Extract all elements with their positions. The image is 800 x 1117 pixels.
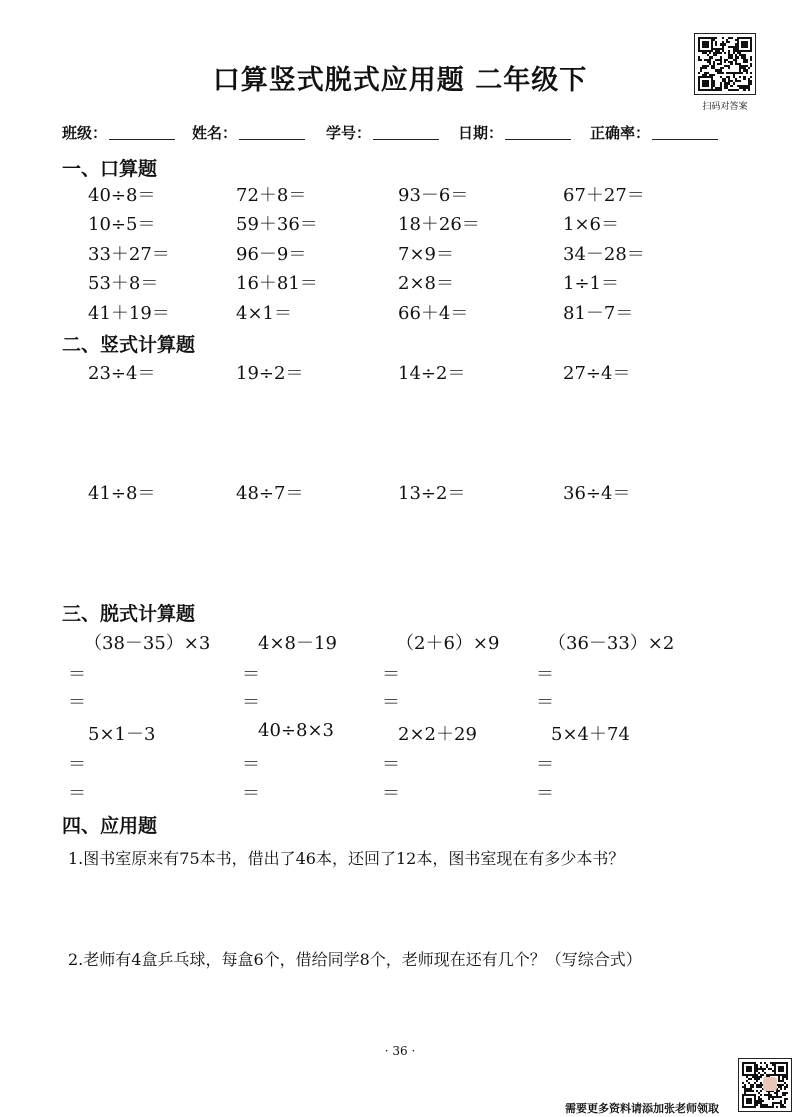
equals-sign: ＝ xyxy=(68,754,86,775)
vertical-problem: 23÷4＝ xyxy=(88,363,156,384)
oral-problem: 1÷1＝ xyxy=(563,273,619,294)
oral-problem: 34－28＝ xyxy=(563,244,645,265)
name-label: 姓名： xyxy=(192,124,238,142)
equals-sign: ＝ xyxy=(536,692,554,713)
equals-sign: ＝ xyxy=(382,692,400,713)
section-stepwise-heading: 三、脱式计算题 xyxy=(62,603,196,625)
word-problem-2: 2.老师有4盒乒乓球，每盒6个，借给同学8个，老师现在还有几个？（写综合式） xyxy=(68,950,642,969)
student-id-field[interactable] xyxy=(326,122,439,143)
section-word-heading: 四、应用题 xyxy=(62,815,158,837)
word-problem-1: 1.图书室原来有75本书，借出了46本，还回了12本，图书室现在有多少本书？ xyxy=(68,849,625,868)
equals-sign: ＝ xyxy=(536,754,554,775)
student-id-label: 学号： xyxy=(326,124,372,142)
answer-qr-code-icon[interactable] xyxy=(694,33,756,95)
oral-problem: 66＋4＝ xyxy=(398,303,469,324)
date-label: 日期： xyxy=(458,124,504,142)
oral-problem: 53＋8＝ xyxy=(88,273,159,294)
name-blank[interactable] xyxy=(239,138,305,140)
oral-problem: 2×8＝ xyxy=(398,273,454,294)
equals-sign: ＝ xyxy=(242,664,260,685)
oral-problem: 4×1＝ xyxy=(236,303,292,324)
teacher-avatar-icon xyxy=(763,1077,777,1091)
equals-sign: ＝ xyxy=(536,783,554,804)
equals-sign: ＝ xyxy=(382,754,400,775)
page-number: · 36 · xyxy=(384,1044,416,1058)
oral-problem: 81－7＝ xyxy=(563,303,634,324)
vertical-problem: 14÷2＝ xyxy=(398,363,466,384)
oral-problem: 59＋36＝ xyxy=(236,214,318,235)
vertical-problem: 27÷4＝ xyxy=(563,363,631,384)
stepwise-problem: （38－35）×3 xyxy=(84,633,211,654)
equals-sign: ＝ xyxy=(68,692,86,713)
oral-problem: 16＋81＝ xyxy=(236,273,318,294)
stepwise-problem: 4×8－19 xyxy=(258,633,337,654)
oral-problem: 10÷5＝ xyxy=(88,214,156,235)
equals-sign: ＝ xyxy=(382,664,400,685)
oral-problem: 18＋26＝ xyxy=(398,214,480,235)
oral-problem: 67＋27＝ xyxy=(563,185,645,206)
equals-sign: ＝ xyxy=(536,664,554,685)
accuracy-blank[interactable] xyxy=(652,138,718,140)
oral-problem: 96－9＝ xyxy=(236,244,307,265)
vertical-problem: 36÷4＝ xyxy=(563,483,631,504)
oral-problem: 72＋8＝ xyxy=(236,185,307,206)
vertical-problem: 13÷2＝ xyxy=(398,483,466,504)
stepwise-problem: 40÷8×3 xyxy=(258,720,334,741)
equals-sign: ＝ xyxy=(242,783,260,804)
stepwise-problem: （2＋6）×9 xyxy=(396,633,500,654)
accuracy-field[interactable] xyxy=(590,122,718,143)
vertical-problem: 41÷8＝ xyxy=(88,483,156,504)
equals-sign: ＝ xyxy=(242,754,260,775)
name-field[interactable] xyxy=(192,122,305,143)
equals-sign: ＝ xyxy=(68,783,86,804)
equals-sign: ＝ xyxy=(382,783,400,804)
vertical-problem: 48÷7＝ xyxy=(236,483,304,504)
equals-sign: ＝ xyxy=(68,664,86,685)
class-field[interactable] xyxy=(62,122,175,143)
oral-problem: 40÷8＝ xyxy=(88,185,156,206)
student-info-row xyxy=(62,122,762,144)
section-vertical-heading: 二、竖式计算题 xyxy=(62,334,196,356)
stepwise-problem: 5×1－3 xyxy=(88,724,156,745)
oral-problem: 93－6＝ xyxy=(398,185,469,206)
date-field[interactable] xyxy=(458,122,571,143)
oral-problem: 7×9＝ xyxy=(398,244,454,265)
equals-sign: ＝ xyxy=(242,692,260,713)
footer-contact-text: 需要更多资料请添加张老师领取 xyxy=(565,1102,719,1115)
page-title: 口算竖式脱式应用题 二年级下 xyxy=(212,65,588,96)
student-id-blank[interactable] xyxy=(373,138,439,140)
stepwise-problem: 5×4＋74 xyxy=(551,724,630,745)
section-oral-heading: 一、口算题 xyxy=(62,158,158,180)
class-label: 班级： xyxy=(62,124,108,142)
vertical-problem: 19÷2＝ xyxy=(236,363,304,384)
class-blank[interactable] xyxy=(109,138,175,140)
qr-caption: 扫码对答案 xyxy=(702,102,748,112)
oral-problem: 33＋27＝ xyxy=(88,244,170,265)
accuracy-label: 正确率： xyxy=(590,124,651,142)
oral-problem: 1×6＝ xyxy=(563,214,619,235)
oral-problem: 41＋19＝ xyxy=(88,303,170,324)
date-blank[interactable] xyxy=(505,138,571,140)
stepwise-problem: （36－33）×2 xyxy=(548,633,675,654)
stepwise-problem: 2×2＋29 xyxy=(398,724,477,745)
